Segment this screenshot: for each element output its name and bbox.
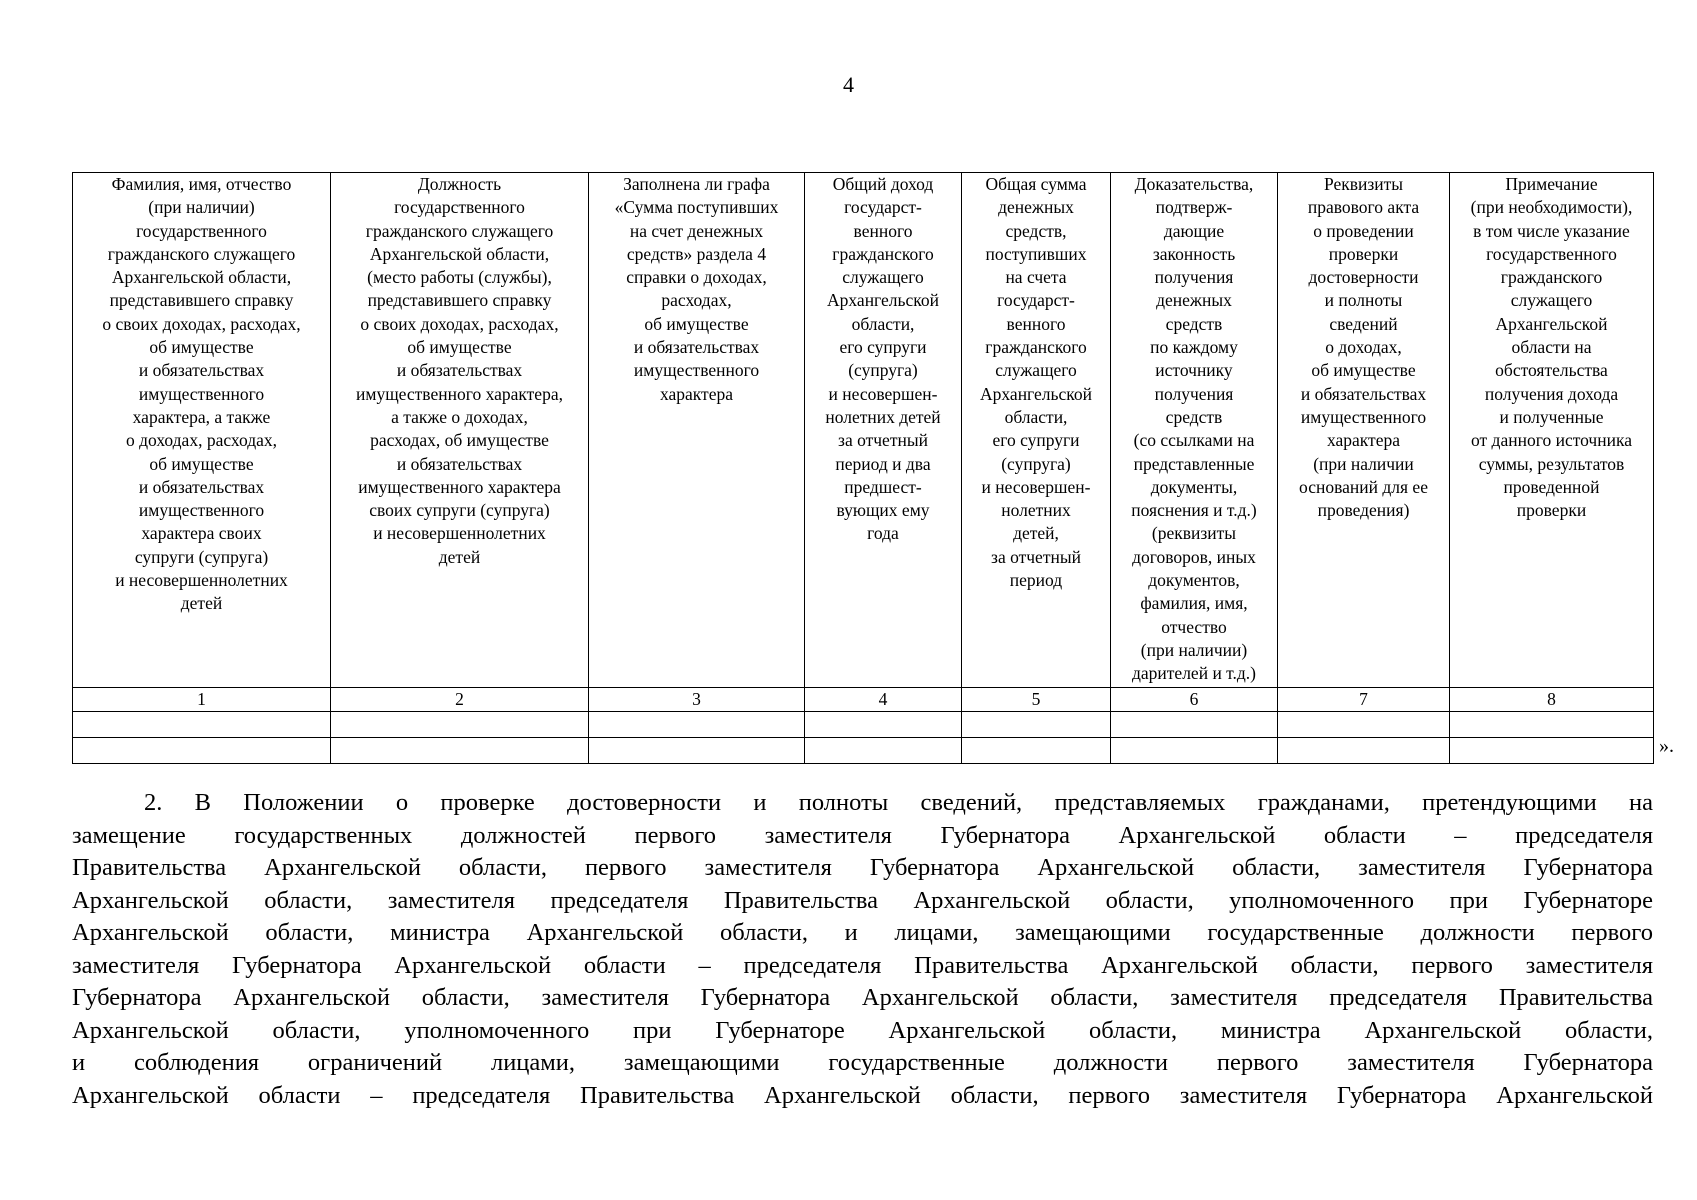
empty-cell [589,738,805,764]
column-number-row [73,688,1654,712]
paragraph-line: Правительства Архангельской области, первого заместителя Губернатора Архангельской области, заместителя Губернатора [72,854,1653,881]
paragraph-line: Архангельской области, уполномоченного при Губернаторе Архангельской области, министра Архангельской области, [72,1016,1653,1044]
header-cell [805,173,962,688]
empty-cell [1278,738,1450,764]
data-table [72,172,1654,764]
header-cell [962,173,1111,688]
empty-cell [73,738,331,764]
paragraph-line: замещение государственных должностей первого заместителя Губернатора Архангельской области – председателя [72,821,1653,849]
header-text: Общая сумма денежных средств, поступивших на счета государст- венного гражданского служащего Архангельской области, его супруги (супруга) и несовершен- нолетних детей, за отчетный период [980,174,1092,591]
header-cell [73,173,331,688]
empty-cell [805,712,962,738]
empty-cell [331,738,589,764]
header-text: Примечание (при необходимости), в том числе указание государственного гражданского служащего Архангельской области на обстоятельства получения дохода и полученные от данного источника суммы, результатов проведенной проверки [1470,174,1633,521]
empty-cell [73,712,331,738]
header-cell [1450,173,1654,688]
empty-cell [331,712,589,738]
empty-cell [805,738,962,764]
paragraph-line: Архангельской области, заместителя председателя Правительства Архангельской области, уполномоченного при Губернаторе [72,886,1653,914]
empty-cell [1278,712,1450,738]
empty-cell [1450,712,1654,738]
header-text: Доказательства, подтверж- дающие законность получения денежных средств по каждому источнику получения средств (со ссылками на представленные документы, пояснения и т.д.) (реквизиты договоров, иных документов, фамилия, имя, отчество (при наличии) дарителей и т.д.) [1131,174,1257,684]
header-cell [1111,173,1278,688]
column-number: 4 [805,688,962,712]
header-text: Фамилия, имя, отчество (при наличии) государственного гражданского служащего Архангельской области, представившего справку о своих доходах, расходах, об имуществе и обязательствах имущественного характера, а также о доходах, расходах, об имуществе и обязательствах имущественного характера своих супруги (супруга) и несовершеннолетних детей [102,174,301,614]
header-text: Заполнена ли графа «Сумма поступивших на счет денежных средств» раздела 4 справки о доходах, расходах, об имуществе и обязательствах имущественного характера [614,174,779,404]
empty-cell [1111,712,1278,738]
column-number: 3 [589,688,805,712]
column-number: 6 [1111,688,1278,712]
body-paragraph [72,787,1653,1112]
empty-cell [589,712,805,738]
paragraph-line: Архангельской области, министра Архангельской области, и лицами, замещающими государственные должности первого [72,919,1653,946]
column-number: 1 [73,688,331,712]
column-number: 7 [1278,688,1450,712]
table-empty-row [73,738,1654,764]
column-number: 8 [1450,688,1654,712]
header-text: Общий доход государст- венного гражданского служащего Архангельской области, его супруги (супруга) и несовершен- нолетних детей за отчетный период и два предшест- вующих ему года [825,174,941,544]
empty-cell [1450,738,1654,764]
closing-quote-mark: ». [1659,735,1674,757]
header-text: Реквизиты правового акта о проведении проверки достоверности и полноты сведений о доходах, об имуществе и обязательствах имущественного характера (при наличии оснований для ее проведения) [1299,174,1428,521]
paragraph-line: и соблюдения ограничений лицами, замещающими государственные должности первого заместителя Губернатора [72,1049,1653,1076]
empty-cell [962,738,1111,764]
column-number: 5 [962,688,1111,712]
paragraph-line: Губернатора Архангельской области, заместителя Губернатора Архангельской области, заместителя председателя Правительства [72,984,1653,1011]
header-text: Должность государственного гражданского служащего Архангельской области, (место работы (службы), представившего справку о своих доходах, расходах, об имуществе и обязательствах имущественного характера, а также о доходах, расходах, об имуществе и обязательствах имущественного характера своих супруги (супруга) и несовершеннолетних детей [356,174,563,567]
header-cell [589,173,805,688]
paragraph-line: Архангельской области – председателя Правительства Архангельской области, первого заместителя Губернатора Архангельской [72,1081,1653,1109]
column-number: 2 [331,688,589,712]
paragraph-line: 2. В Положении о проверке достоверности и полноты сведений, представляемых гражданами, претендующими на [144,789,1653,816]
empty-cell [1111,738,1278,764]
empty-cell [962,712,1111,738]
header-cell [1278,173,1450,688]
table-empty-row [73,712,1654,738]
header-cell [331,173,589,688]
page-number: 4 [843,72,854,97]
paragraph-line: заместителя Губернатора Архангельской области – председателя Правительства Архангельской области, первого заместителя [72,951,1653,979]
table-header-row [73,173,1654,688]
